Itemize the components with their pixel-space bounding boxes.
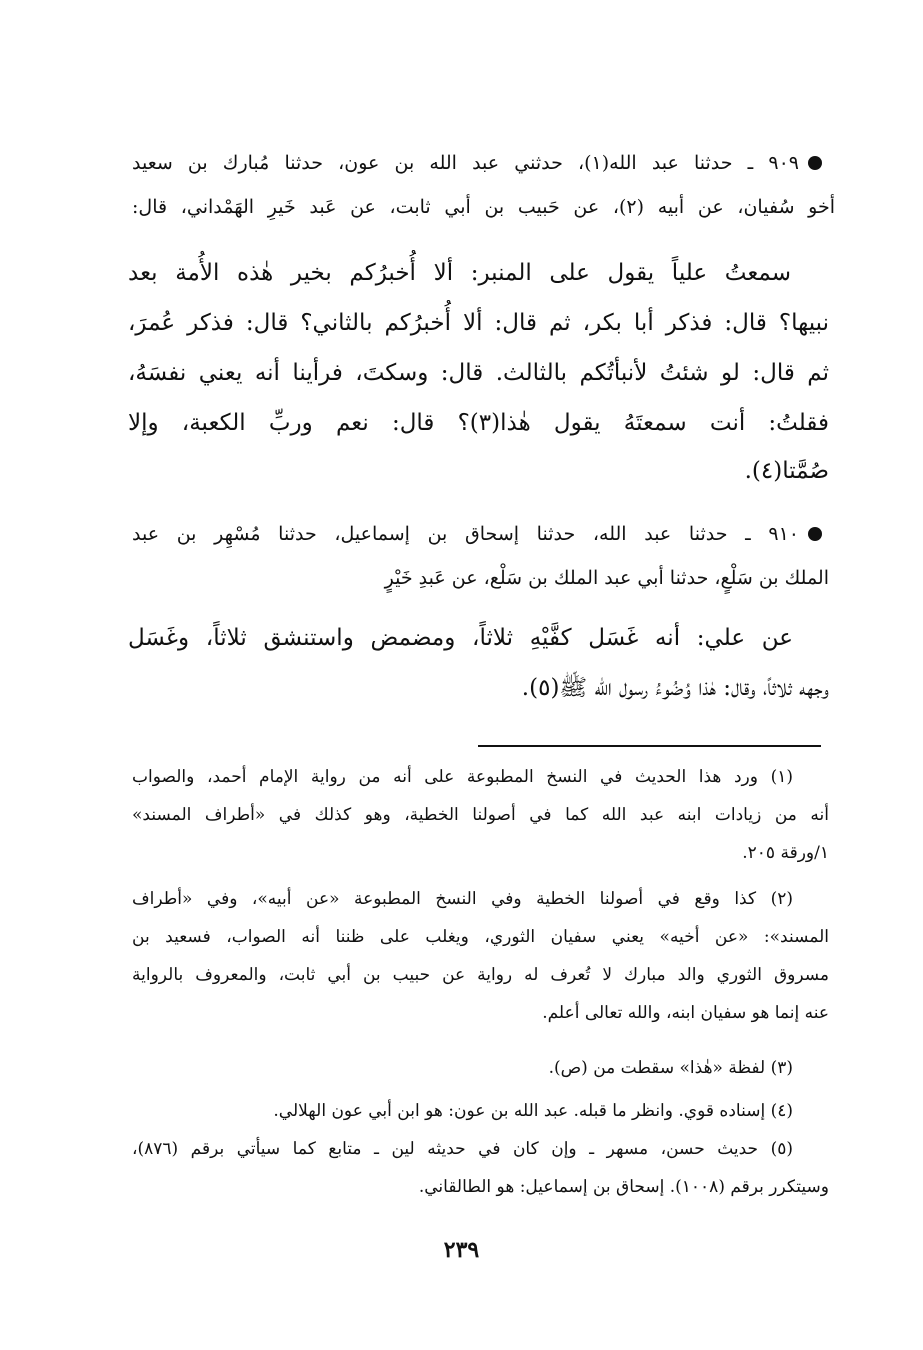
- hadith-910-isnad: [132, 516, 799, 556]
- hadith-909-matn: [128, 250, 829, 495]
- matn-line: سمعتُ علياً يقول على المنبر: ألا أُخبرُكم بخير هٰذه الأُمة بعد: [128, 260, 791, 286]
- hadith-910-bullet: [808, 527, 822, 541]
- footnote-separator: [478, 745, 821, 747]
- footnote-line: عنه إنما هو سفيان ابنه، والله تعالى أعلم.: [542, 1003, 829, 1023]
- footnote-2: [132, 882, 829, 1042]
- matn-line: ثم قال: لو شئتُ لأنبأتُكم بالثالث. قال: وسكتَ، فرأينا أنه يعني نفسَهُ،: [128, 360, 829, 386]
- footnote-line: (٣) لفظة «هٰذا» سقطت من (ص).: [548, 1058, 793, 1078]
- matn-line: نبيها؟ قال: فذكر أبا بكر، ثم قال: ألا أُخبرُكم بالثاني؟ قال: فذكر عُمرَ،: [128, 310, 829, 336]
- matn-line: وجهه ثلاثاً، وقال: هٰذا وُضُوءُ رسول الله ﷺ(٥).: [521, 675, 829, 701]
- page-number: ٢٣٩: [443, 1237, 480, 1263]
- hadith-909-isnad-cont: [132, 189, 835, 229]
- isnad-line: ٩١٠ ـ حدثنا عبد الله، حدثنا إسحاق بن إسماعيل، حدثنا مُسْهِر بن عبد: [132, 523, 799, 545]
- footnote-line: (٤) إسناده قوي. وانظر ما قبله. عبد الله بن عون: هو ابن أبي عون الهلالي.: [273, 1101, 793, 1121]
- matn-line: فقلتُ: أنت سمعتَهُ يقول هٰذا(٣)؟ قال: نعم وربِّ الكعبة، وإلا: [128, 410, 829, 436]
- isnad-line: الملك بن سَلْعٍ، حدثنا أبي عبد الملك بن سَلْع، عن عَبدِ خَيْرٍ: [384, 567, 829, 589]
- footnote-5: [132, 1132, 829, 1212]
- footnote-line: المسند»: «عن أخيه» يعني سفيان الثوري، ويغلب على ظننا أنه الصواب، فسعيد بن: [132, 927, 829, 947]
- matn-line: عن علي: أنه غَسَل كفَّيْهِ ثلاثاً، ومضمض واستنشق ثلاثاً، وغَسَل: [128, 625, 793, 651]
- footnote-line: مسروق الثوري والد مبارك لا تُعرف له رواية عن حبيب بن أبي ثابت، والمعروف بالرواية: [132, 965, 829, 985]
- footnote-line: وسيتكرر برقم (١٠٠٨). إسحاق بن إسماعيل: هو الطالقاني.: [418, 1177, 829, 1197]
- footnote-4: [132, 1094, 793, 1132]
- footnote-line: (١) ورد هذا الحديث في النسخ المطبوعة على أنه من رواية الإمام أحمد، والصواب: [132, 767, 793, 787]
- hadith-910-isnad-cont: [250, 560, 829, 600]
- footnote-3: [132, 1051, 793, 1089]
- footnote-line: (٢) كذا وقع في أصولنا الخطية وفي النسخ المطبوعة «عن أبيه»، وفي «أطراف: [132, 889, 793, 909]
- isnad-line: ٩٠٩ ـ حدثنا عبد الله(١)، حدثني عبد الله بن عون، حدثنا مُبارك بن سعيد: [132, 152, 799, 174]
- footnote-line: (٥) حديث حسن، مسهر ـ وإن كان في حديثه لين ـ متابع كما سيأتي برقم (٨٧٦)،: [132, 1139, 793, 1159]
- footnote-line: ١/ورقة ٢٠٥.: [742, 843, 829, 863]
- hadith-910-matn: [128, 615, 829, 715]
- hadith-909-bullet: [808, 156, 822, 170]
- matn-line: صُمَّتا(٤).: [744, 458, 829, 484]
- footnote-1: [132, 760, 829, 875]
- footnote-line: أنه من زيادات ابنه عبد الله كما في أصولنا الخطية، وهو كذلك في «أطراف المسند»: [132, 805, 829, 825]
- isnad-line: أخو سُفيان، عن أبيه (٢)، عن حَبيب بن أبي ثابت، عن عَبد خَيرِ الهَمْداني، قال:: [132, 196, 835, 218]
